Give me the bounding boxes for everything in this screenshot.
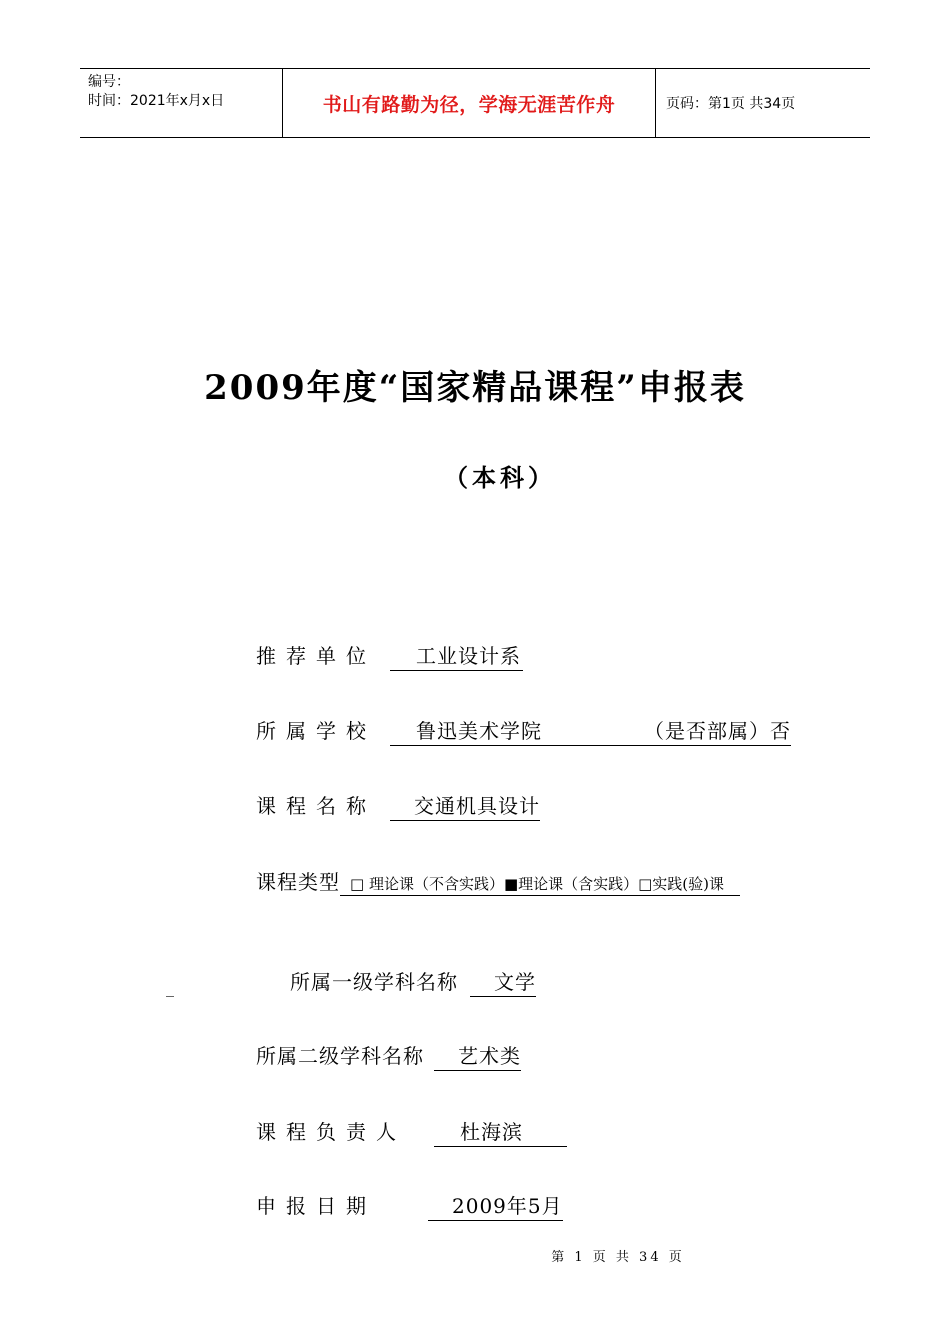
field-label: 所属二级学科名称 [256, 1044, 424, 1068]
field-label: 所属学校 [256, 719, 376, 743]
field-value: 2009年5月 [428, 1190, 563, 1221]
field-label: 推荐单位 [256, 644, 376, 668]
field-course-type [256, 866, 740, 896]
stray-mark: _ [166, 978, 174, 997]
field-value: 鲁迅美术学院 [416, 719, 542, 743]
field-apply-date [256, 1190, 563, 1221]
field-value: 杜海滨 [434, 1116, 567, 1147]
header-page-info: 页码：第1页 共34页 [666, 96, 796, 112]
document-subtitle: （本科） [444, 463, 556, 492]
header-meta [80, 69, 282, 137]
number-label: 编号： [88, 74, 130, 90]
field-value: 艺术类 [434, 1040, 521, 1071]
field-course-leader [256, 1116, 567, 1147]
field-school [256, 715, 791, 746]
field-value-group [390, 715, 791, 746]
field-second-discipline [256, 1040, 521, 1071]
header-motto: 书山有路勤为径，学海无涯苦作舟 [282, 69, 656, 137]
time-label: 时间：2021年x月x日 [88, 93, 225, 109]
field-label: 课程名称 [256, 794, 376, 818]
field-value: 文学 [470, 966, 536, 997]
field-first-discipline [290, 966, 536, 997]
field-value: □ 理论课（不含实践）■理论课（含实践）□实践(验)课 [340, 873, 740, 896]
field-value: 交通机具设计 [390, 790, 540, 821]
field-label: 课程类型 [256, 870, 340, 894]
field-course-name [256, 790, 540, 821]
page-footer: 第 1 页 共 34 页 [551, 1250, 685, 1265]
field-affiliation: （是否部属）否 [644, 719, 791, 743]
field-recommend-unit [256, 640, 523, 671]
field-label: 课程负责人 [256, 1120, 406, 1144]
field-label: 所属一级学科名称 [290, 970, 458, 994]
field-label: 申报日期 [256, 1194, 376, 1218]
page-header [80, 68, 870, 138]
field-value: 工业设计系 [390, 640, 523, 671]
document-title: 2009年度“国家精品课程”申报表 [204, 368, 746, 408]
